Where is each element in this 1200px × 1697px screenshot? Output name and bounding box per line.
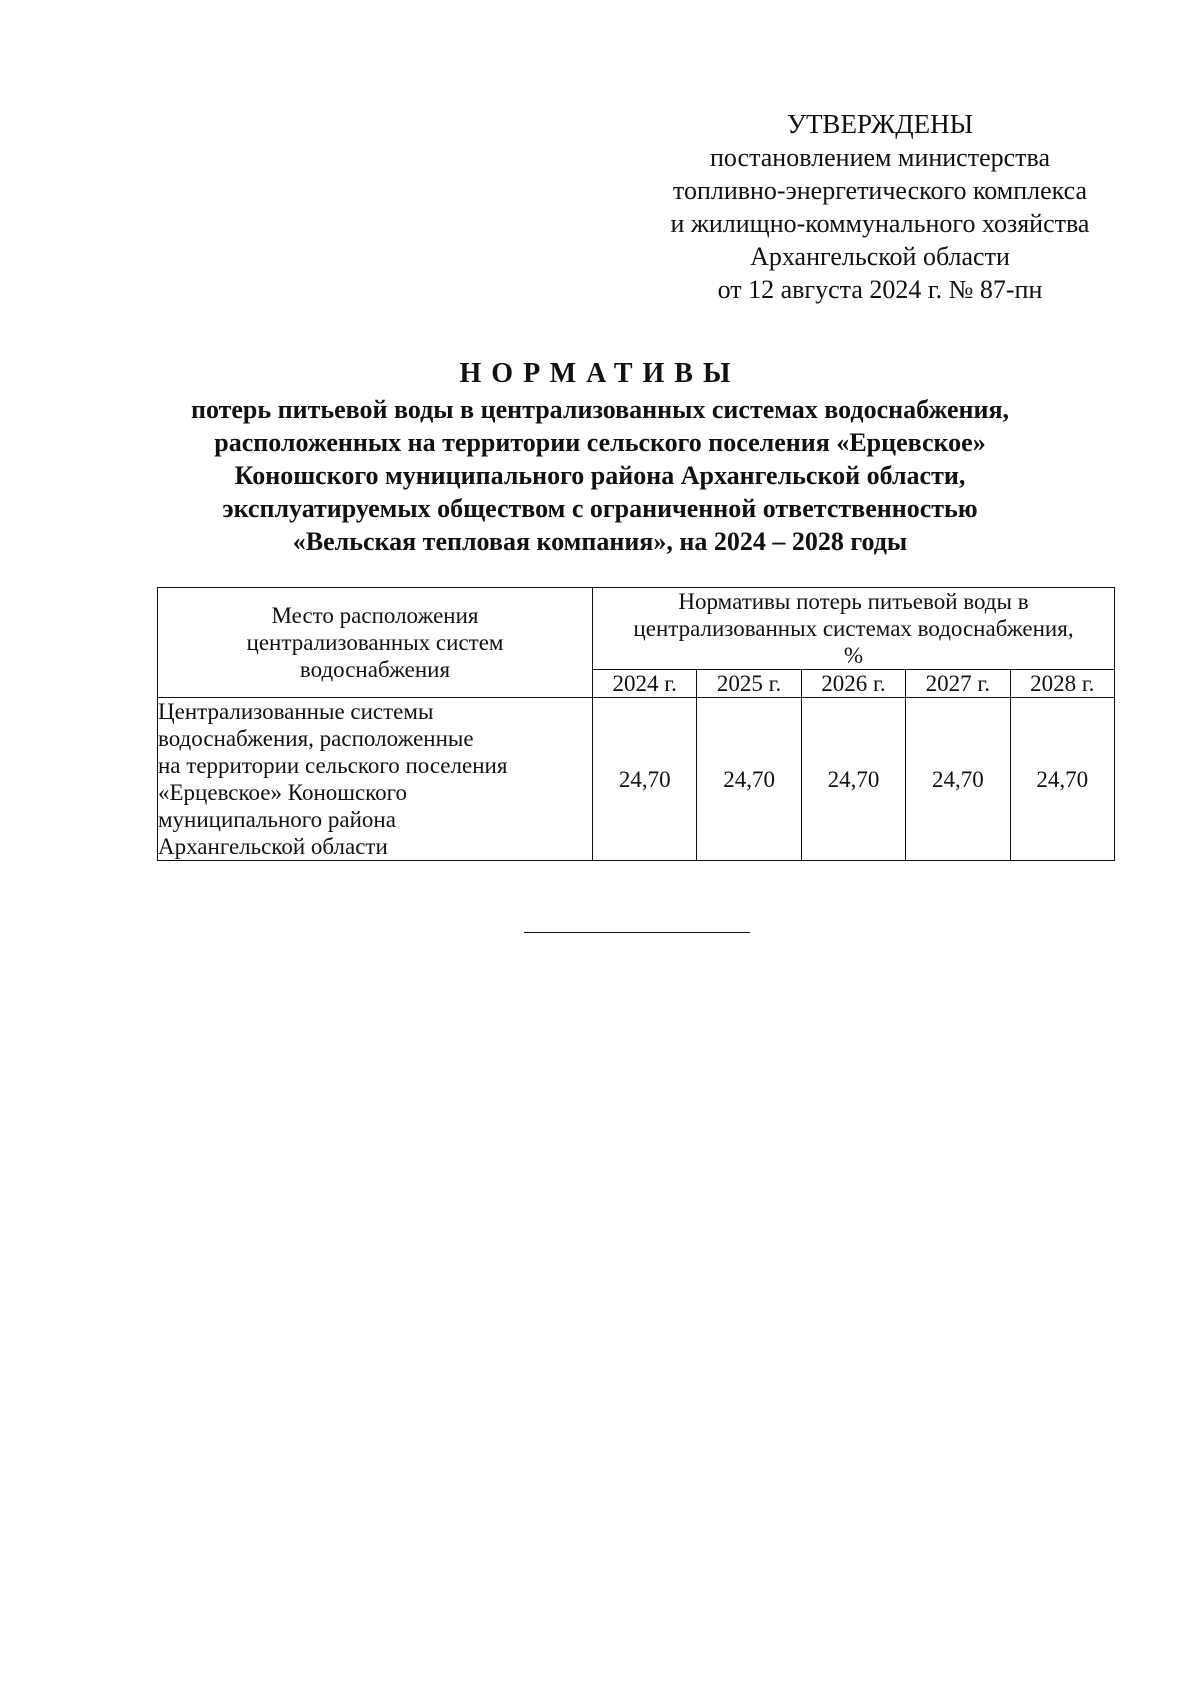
header-line: централизованных системах водоснабжения,	[633, 616, 1074, 641]
place-line: на территории сельского поселения	[158, 753, 508, 778]
header-line: централизованных систем	[246, 630, 504, 655]
year-header: 2025 г.	[697, 670, 801, 698]
norms-column-header	[593, 588, 1115, 670]
year-header: 2024 г.	[593, 670, 697, 698]
header-line: водоснабжения	[299, 657, 451, 682]
title-line: эксплуатируемых обществом с ограниченной ответственностью	[222, 494, 978, 523]
header-line: Место расположения	[271, 603, 479, 628]
norms-table	[157, 587, 1115, 861]
approval-line: и жилищно-коммунального хозяйства	[670, 209, 1090, 238]
place-line: «Ерцевское» Коношского	[158, 780, 408, 805]
value-cell: 24,70	[697, 698, 801, 861]
header-line: %	[843, 643, 864, 668]
place-column-header	[158, 588, 593, 698]
place-line: Централизованные системы	[158, 699, 434, 724]
end-divider	[524, 932, 750, 933]
place-line: муниципального района	[158, 807, 396, 832]
place-line: Архангельской области	[158, 834, 388, 859]
value-cell: 24,70	[801, 698, 905, 861]
header-line: Нормативы потерь питьевой воды в	[678, 589, 1029, 614]
document-title	[0, 355, 1200, 558]
approval-date-line: от 12 августа 2024 г. № 87-пн	[717, 275, 1043, 304]
title-line: потерь питьевой воды в централизованных системах водоснабжения,	[190, 395, 1010, 424]
value-cell: 24,70	[906, 698, 1010, 861]
approval-line: топливно-энергетического комплекса	[672, 176, 1088, 205]
table-header-row	[158, 588, 1115, 670]
value-cell: 24,70	[593, 698, 697, 861]
title-line: Коношского муниципального района Архангельской области,	[234, 461, 966, 490]
title-line: расположенных на территории сельского поселения «Ерцевское»	[214, 428, 986, 457]
place-line: водоснабжения, расположенные	[158, 726, 474, 751]
approval-heading: УТВЕРЖДЕНЫ	[786, 109, 974, 139]
title-line: «Вельская тепловая компания», на 2024 – 2028 годы	[292, 527, 908, 556]
approval-line: Архангельской области	[750, 242, 1010, 271]
title-main: НОРМАТИВЫ	[459, 358, 741, 389]
year-header: 2027 г.	[906, 670, 1010, 698]
approval-line: постановлением министерства	[709, 143, 1051, 172]
year-header: 2026 г.	[801, 670, 905, 698]
value-cell: 24,70	[1010, 698, 1115, 861]
table-row	[158, 698, 1115, 861]
approval-block	[600, 108, 1160, 306]
place-cell	[158, 698, 593, 861]
year-header: 2028 г.	[1010, 670, 1115, 698]
